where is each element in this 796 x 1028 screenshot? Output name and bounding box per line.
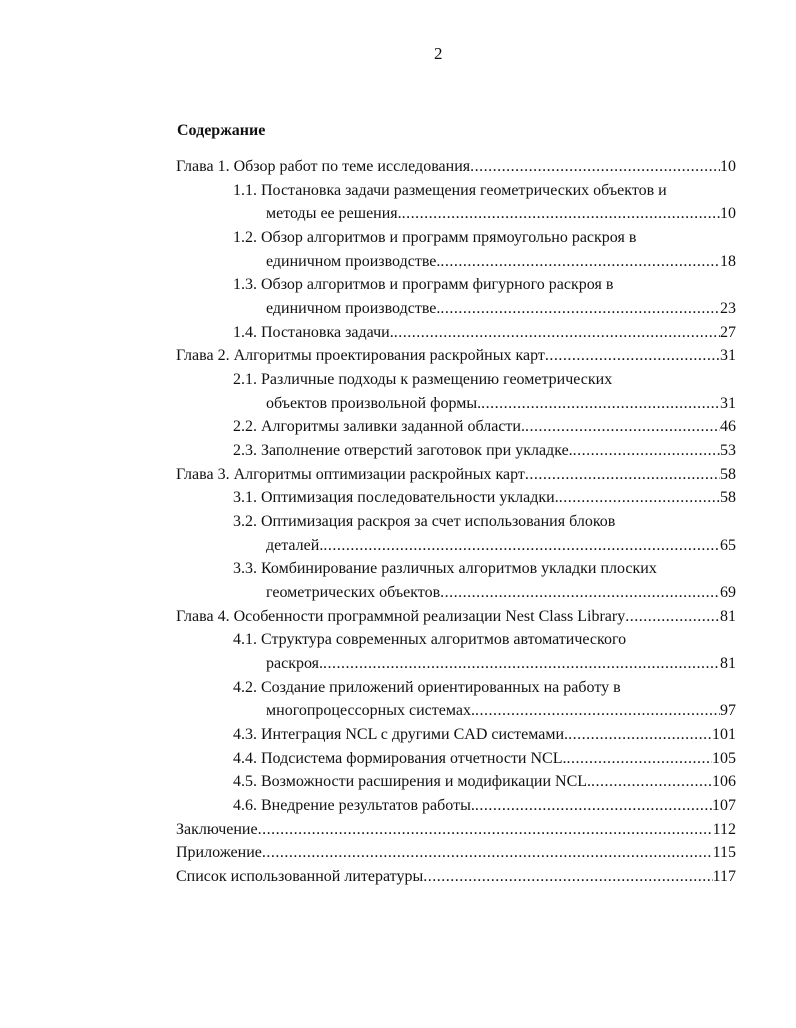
toc-page-number: 31 [720,347,736,365]
toc-page-number: 106 [712,773,736,791]
dot-leader [440,250,720,274]
toc-page-number: 115 [712,844,736,862]
toc-line [266,250,736,274]
toc-line [233,368,612,392]
dot-leader [525,463,720,487]
toc-page-number: 105 [712,749,736,767]
toc-page-number: 101 [712,726,736,744]
toc-page-number: 23 [720,300,736,318]
toc-line [233,321,736,345]
dot-leader [262,841,713,865]
toc-entry-title: объектов произвольной формы. [266,394,482,412]
toc-entry-title: многопроцессорных системах. [266,702,475,720]
toc-line [233,439,736,463]
toc-line [233,415,736,439]
toc-page-number: 107 [712,797,736,815]
toc-line [233,510,615,534]
toc-line [266,202,736,226]
toc-page-number: 31 [720,394,736,412]
toc-entry-title: 4.1. Структура современных алгоритмов автоматического [233,631,627,649]
toc-line [266,534,736,558]
toc-page-number: 97 [720,702,736,720]
toc-entry-title: 4.5. Возможности расширения и модификации NCL. [233,773,592,791]
toc-entry-title: 2.1. Различные подходы к размещению геометрических [233,371,613,389]
toc-page-number: 81 [720,655,736,673]
toc-entry-title: 1.2. Обзор алгоритмов и программ прямоугольно раскроя в [233,229,637,246]
dot-leader [402,202,720,226]
toc-page-number: 18 [720,252,736,270]
toc-entry-title: единичном производстве. [266,252,441,270]
toc-page-number: 58 [720,465,736,483]
page-number: 2 [434,44,443,63]
dot-leader [475,794,712,818]
dot-leader [525,415,720,439]
toc-line [176,605,736,629]
toc-line [176,865,736,889]
dot-leader [423,865,712,889]
toc-page-number: 58 [720,489,736,507]
toc-line [266,392,736,416]
dot-leader [545,344,720,368]
toc-heading: Содержание [177,122,266,139]
toc-entry-title: 1.3. Обзор алгоритмов и программ фигурного раскроя в [233,276,614,294]
toc-entry-title: деталей. [266,536,324,554]
toc-page-number: 81 [720,607,736,625]
dot-leader [481,392,720,416]
toc-entry-title: Глава 4. Особенности программной реализации Nest Class Library [176,607,626,625]
toc-entry-title: раскроя. [266,655,324,673]
toc-line [233,628,626,652]
toc-line [233,747,736,771]
dot-leader [394,321,720,345]
toc-line [233,723,736,747]
toc-line [233,179,667,203]
dot-leader [470,155,720,179]
toc-line [233,557,657,581]
toc-entry-title: Список использованной литературы [176,868,424,886]
toc-page-number: 10 [720,205,736,223]
toc-entry-title: 3.3. Комбинирование различных алгоритмов укладки плоских [233,560,657,578]
toc-line [266,652,736,676]
toc-line [233,794,736,818]
toc-entry-title: 4.4. Подсистема формирования отчетности NCL. [233,749,567,767]
toc-line [176,841,736,865]
dot-leader [440,297,720,321]
dot-leader [323,652,720,676]
dot-leader [559,486,720,510]
toc-entry-title: Глава 2. Алгоритмы проектирования раскройных карт [176,347,545,365]
dot-leader [625,605,720,629]
toc-entry-title: 4.2. Создание приложений ориентированных на работу в [233,678,621,696]
toc-entry-title: Заключение [176,820,258,838]
dot-leader [258,818,713,842]
toc-page-number: 27 [720,323,736,341]
toc-entry-title: геометрических объектов [266,584,441,602]
dot-leader [567,747,713,771]
dot-leader [440,581,720,605]
dot-leader [573,439,720,463]
toc-page-number: 117 [712,868,736,886]
toc-line [233,770,736,794]
toc-entry-title: 1.4. Постановка задачи. [233,323,394,341]
toc-line [233,486,736,510]
toc-entry-title: 1.1. Постановка задачи размещения геометрических объектов и [233,181,667,199]
toc-page-number: 10 [720,158,736,175]
toc-entry-title: Глава 1. Обзор работ по теме исследования [176,158,471,175]
toc-entry-title: методы ее решения. [266,205,402,223]
toc-page-number: 69 [720,584,736,602]
toc-entry-title: 3.2. Оптимизация раскроя за счет использования блоков [233,513,616,531]
toc-entry-title: 4.3. Интеграция NCL с другими CAD системами. [233,726,569,744]
dot-leader [591,770,712,794]
toc-entry-title: 4.6. Внедрение результатов работы. [233,797,475,815]
toc-page-number: 46 [720,418,736,436]
toc-line [266,699,736,723]
toc-page-number: 112 [712,820,736,838]
toc-entry-title: 2.2. Алгоритмы заливки заданной области. [233,418,525,436]
toc-line [176,463,736,487]
toc-entry-title: единичном производстве. [266,300,441,318]
toc-entry-title: 2.3. Заполнение отверстий заготовок при укладке. [233,442,573,460]
toc-line [233,676,621,700]
toc-line [233,226,636,250]
dot-leader [475,699,720,723]
dot-leader [568,723,712,747]
toc-entry-title: Приложение [176,844,262,862]
toc-line [176,155,736,179]
toc-line [266,297,736,321]
toc-line [233,273,613,297]
toc-line [266,581,736,605]
dot-leader [323,534,720,558]
toc-entry-title: 3.1. Оптимизация последовательности укладки. [233,489,559,507]
toc-entry-title: Глава 3. Алгоритмы оптимизации раскройных карт [176,465,525,483]
toc-line [176,344,736,368]
toc-line [176,818,736,842]
toc-page-number: 65 [720,536,736,554]
toc-page-number: 53 [720,442,736,460]
